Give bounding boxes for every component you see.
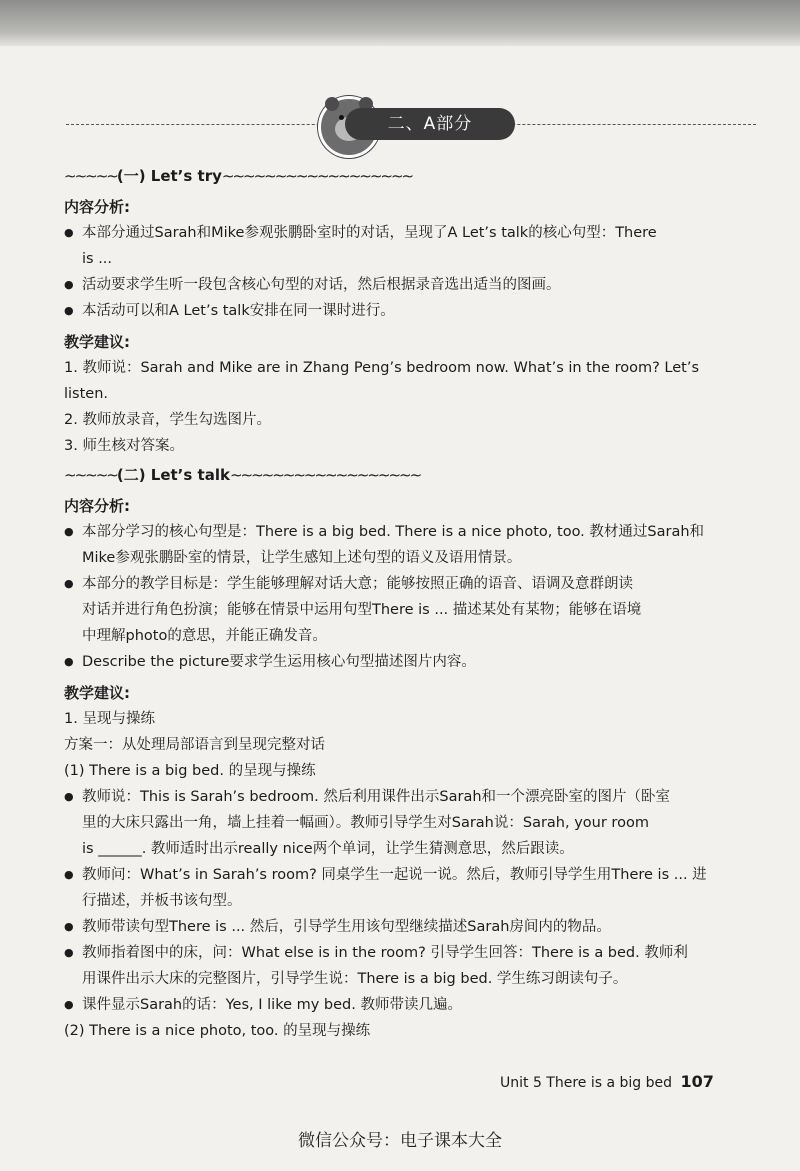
subsection-talk-title: ∼∼∼∼∼(二) Let’s talk∼∼∼∼∼∼∼∼∼∼∼∼∼∼∼∼∼∼ (64, 466, 421, 484)
section-title: 二、A部分 (345, 108, 515, 140)
talk-advice-heading: 教学建议: (64, 684, 130, 702)
talk-practice-cont: 里的大床只露出一角，墙上挂着一幅画）。教师引导学生对Sarah说：Sarah, your room (82, 815, 649, 831)
talk-practice-bullet: ● 教师带读句型There is ... 然后，引导学生用该句型继续描述Sarah房间内的物品。 (64, 914, 734, 940)
try-bullet: ● 本部分通过Sarah和Mike参观张鹏卧室时的对话，呈现了A Let’s talk的核心句型：There (64, 220, 734, 246)
page-top-edge (0, 0, 800, 46)
try-bullet: ● 本活动可以和A Let’s talk安排在同一课时进行。 (64, 298, 734, 324)
subsection-try-title: ∼∼∼∼∼(一) Let’s try∼∼∼∼∼∼∼∼∼∼∼∼∼∼∼∼∼∼ (64, 167, 413, 185)
talk-bullet-cont: 中理解photo的意思，并能正确发音。 (82, 628, 327, 644)
talk-step-1: 1. 呈现与操练 (64, 711, 155, 727)
page-number: 107 (680, 1072, 714, 1091)
page-footer (500, 1072, 714, 1091)
talk-practice-bullet: ● 教师指着图中的床，问：What else is in the room? 引导学生回答：There is a bed. 教师利 (64, 940, 734, 966)
try-bullet-cont: is ... (82, 251, 113, 267)
talk-practice-cont: 行描述，并板书该句型。 (82, 893, 242, 909)
talk-practice-bullet: ● 教师问：What’s in Sarah’s room? 同桌学生一起说一说。然后，教师引导学生用There is ... 进 (64, 862, 734, 888)
talk-bullet: ● 本部分学习的核心句型是：There is a big bed. There is a nice photo, too. 教材通过Sarah和 (64, 519, 734, 545)
talk-practice-cont: is ______. 教师适时出示really nice两个单词，让学生猜测意思，然后跟读。 (82, 841, 574, 857)
talk-bullet: ● 本部分的教学目标是：学生能够理解对话大意；能够按照正确的语音、语调及意群朗读 (64, 571, 734, 597)
talk-practice-bullet: ● 教师说：This is Sarah’s bedroom. 然后利用课件出示Sarah和一个漂亮卧室的图片（卧室 (64, 784, 734, 810)
talk-bullet-cont: 对话并进行角色扮演；能够在情景中运用句型There is ... 描述某处有某物；能够在语境 (82, 602, 642, 618)
talk-part-2: (2) There is a nice photo, too. 的呈现与操练 (64, 1023, 371, 1039)
talk-content-heading: 内容分析: (64, 497, 130, 515)
try-content-heading: 内容分析: (64, 198, 130, 216)
try-bullet: ● 活动要求学生听一段包含核心句型的对话，然后根据录音选出适当的图画。 (64, 272, 734, 298)
try-step: 3. 师生核对答案。 (64, 438, 184, 454)
talk-bullet: ● Describe the picture要求学生运用核心句型描述图片内容。 (64, 649, 734, 675)
try-advice-heading: 教学建议: (64, 333, 130, 351)
try-step: 2. 教师放录音，学生勾选图片。 (64, 412, 271, 428)
try-step: 1. 教师说：Sarah and Mike are in Zhang Peng’s bedroom now. What’s in the room? Let’s listen. (64, 360, 699, 402)
talk-part-1: (1) There is a big bed. 的呈现与操练 (64, 763, 316, 779)
talk-bullet-cont: Mike参观张鹏卧室的情景，让学生感知上述句型的语义及语用情景。 (82, 550, 522, 566)
talk-plan-1: 方案一：从处理局部语言到呈现完整对话 (64, 737, 325, 753)
page-content (64, 160, 734, 1044)
watermark-text: 微信公众号：电子课本大全 (298, 1131, 502, 1151)
footer-unit-title: Unit 5 There is a big bed (500, 1075, 673, 1091)
talk-practice-bullet: ● 课件显示Sarah的话：Yes, I like my bed. 教师带读几遍。 (64, 992, 734, 1018)
talk-practice-cont: 用课件出示大床的完整图片，引导学生说：There is a big bed. 学生练习朗读句子。 (82, 971, 628, 987)
